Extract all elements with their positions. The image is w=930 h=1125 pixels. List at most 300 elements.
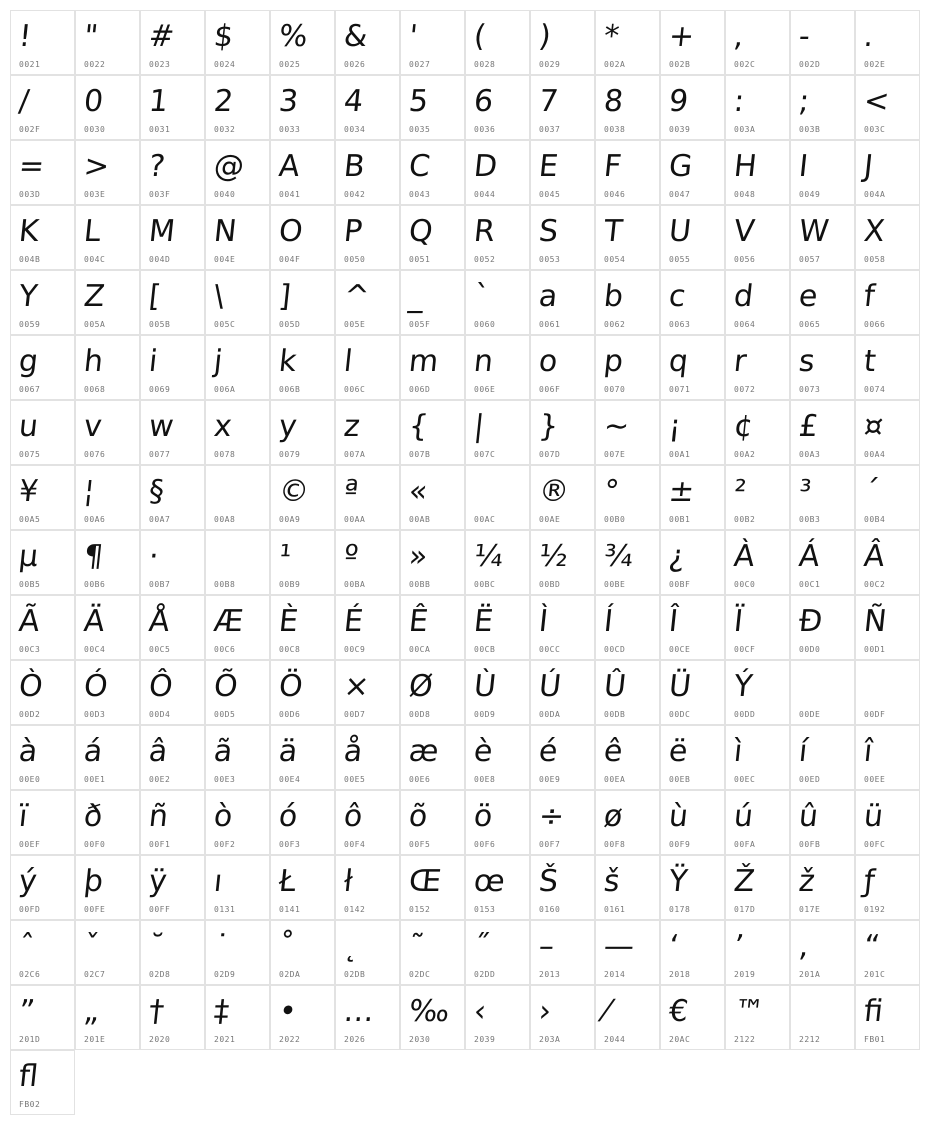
glyph-codepoint: 0044 — [474, 190, 496, 199]
glyph-codepoint: 0079 — [279, 450, 301, 459]
glyph-cell — [205, 660, 270, 725]
glyph-cell — [595, 140, 660, 205]
glyph-codepoint: 006D — [409, 385, 431, 394]
glyph-cell — [790, 400, 855, 465]
glyph-cell — [140, 985, 205, 1050]
glyph-char: » — [407, 539, 430, 574]
glyph-char: 2 — [212, 84, 235, 119]
glyph-char: ¼ — [472, 539, 505, 574]
glyph-cell — [595, 985, 660, 1050]
glyph-codepoint: 004F — [279, 255, 301, 264]
glyph-cell — [465, 985, 530, 1050]
glyph-codepoint: 20AC — [669, 1035, 691, 1044]
glyph-char: t — [862, 344, 878, 379]
glyph-cell — [530, 725, 595, 790]
glyph-cell — [270, 985, 335, 1050]
glyph-codepoint: 00BE — [604, 580, 626, 589]
glyph-char: œ — [472, 864, 507, 899]
glyph-cell — [335, 920, 400, 985]
glyph-cell — [465, 465, 530, 530]
glyph-char: Õ — [212, 669, 240, 704]
glyph-cell — [140, 530, 205, 595]
glyph-codepoint: 00BA — [344, 580, 366, 589]
glyph-cell — [10, 205, 75, 270]
glyph-char: í — [797, 734, 810, 769]
glyph-char: µ — [17, 539, 40, 574]
glyph-cell — [855, 335, 920, 400]
glyph-char: ﬂ — [17, 1059, 40, 1094]
glyph-codepoint: 00FF — [149, 905, 171, 914]
glyph-cell — [400, 660, 465, 725]
glyph-codepoint: 00B1 — [669, 515, 691, 524]
glyph-char: Ä — [82, 604, 107, 639]
glyph-codepoint: 0053 — [539, 255, 561, 264]
glyph-codepoint: 00F5 — [409, 840, 431, 849]
glyph-char: h — [82, 344, 105, 379]
glyph-cell — [465, 660, 530, 725]
glyph-cell — [530, 140, 595, 205]
glyph-codepoint: 0055 — [669, 255, 691, 264]
glyph-codepoint: 003F — [149, 190, 171, 199]
glyph-char: · — [147, 539, 161, 574]
glyph-codepoint: 02C6 — [19, 970, 41, 979]
glyph-cell — [660, 335, 725, 400]
glyph-char: ˝ — [472, 929, 491, 964]
glyph-cell — [790, 660, 855, 725]
glyph-char: ³ — [797, 474, 813, 509]
glyph-char: ' — [407, 19, 420, 54]
glyph-char: N — [212, 214, 239, 249]
glyph-char: £ — [797, 409, 820, 444]
glyph-cell — [790, 530, 855, 595]
glyph-cell — [270, 465, 335, 530]
glyph-char: © — [277, 474, 311, 509]
glyph-char: Ø — [407, 669, 435, 704]
glyph-cell — [205, 10, 270, 75]
glyph-char: a — [537, 279, 560, 314]
glyph-cell — [855, 530, 920, 595]
glyph-codepoint: 0041 — [279, 190, 301, 199]
glyph-cell — [400, 400, 465, 465]
glyph-char: Ã — [17, 604, 42, 639]
glyph-char: Ê — [407, 604, 430, 639]
glyph-char: x — [212, 409, 234, 444]
glyph-char: 7 — [537, 84, 560, 119]
glyph-cell — [595, 270, 660, 335]
glyph-cell — [660, 400, 725, 465]
glyph-cell — [530, 530, 595, 595]
glyph-cell — [270, 10, 335, 75]
glyph-cell — [790, 75, 855, 140]
glyph-cell — [205, 855, 270, 920]
glyph-codepoint: 0050 — [344, 255, 366, 264]
glyph-codepoint: 02DD — [474, 970, 496, 979]
glyph-codepoint: 0034 — [344, 125, 366, 134]
glyph-codepoint: 004C — [84, 255, 106, 264]
glyph-char: ° — [602, 474, 621, 509]
glyph-char: H — [732, 149, 759, 184]
glyph-codepoint: 02D9 — [214, 970, 236, 979]
glyph-char: Ó — [82, 669, 110, 704]
glyph-codepoint: 006E — [474, 385, 496, 394]
glyph-char: I — [797, 149, 810, 184]
glyph-codepoint: 2014 — [604, 970, 626, 979]
glyph-char: ¶ — [82, 539, 105, 574]
glyph-cell — [75, 725, 140, 790]
glyph-codepoint: 0069 — [149, 385, 171, 394]
glyph-char: ë — [667, 734, 690, 769]
glyph-cell — [335, 790, 400, 855]
glyph-cell — [530, 270, 595, 335]
glyph-cell — [530, 75, 595, 140]
glyph-char: × — [342, 669, 372, 704]
glyph-cell — [465, 270, 530, 335]
glyph-char: Ô — [147, 669, 175, 704]
glyph-codepoint: 2013 — [539, 970, 561, 979]
glyph-char: ± — [667, 474, 697, 509]
glyph-cell — [595, 205, 660, 270]
glyph-char: $ — [212, 19, 235, 54]
glyph-codepoint: 00DA — [539, 710, 561, 719]
glyph-cell — [335, 270, 400, 335]
glyph-char: w — [147, 409, 176, 444]
glyph-char: ò — [212, 799, 235, 834]
glyph-char: 0 — [82, 84, 105, 119]
glyph-char: 6 — [472, 84, 495, 119]
glyph-codepoint: 0021 — [19, 60, 41, 69]
glyph-codepoint: 00DB — [604, 710, 626, 719]
glyph-codepoint: 2030 — [409, 1035, 431, 1044]
glyph-char: ð — [82, 799, 105, 834]
glyph-codepoint: 00D9 — [474, 710, 496, 719]
glyph-char: : — [732, 84, 747, 119]
glyph-cell — [205, 205, 270, 270]
glyph-cell — [10, 725, 75, 790]
glyph-codepoint: 00CC — [539, 645, 561, 654]
glyph-codepoint: 0046 — [604, 190, 626, 199]
glyph-codepoint: 0153 — [474, 905, 496, 914]
glyph-char: ~ — [602, 409, 632, 444]
glyph-codepoint: 00C8 — [279, 645, 301, 654]
glyph-codepoint: 0064 — [734, 320, 756, 329]
glyph-char: ¢ — [732, 409, 755, 444]
glyph-cell — [725, 205, 790, 270]
glyph-codepoint: 00F6 — [474, 840, 496, 849]
glyph-cell — [10, 985, 75, 1050]
glyph-codepoint: 0024 — [214, 60, 236, 69]
glyph-codepoint: 00D1 — [864, 645, 886, 654]
glyph-char: V — [732, 214, 757, 249]
glyph-codepoint: 2018 — [669, 970, 691, 979]
glyph-cell — [855, 725, 920, 790]
glyph-codepoint: 0051 — [409, 255, 431, 264]
glyph-cell — [335, 595, 400, 660]
glyph-cell — [270, 205, 335, 270]
glyph-codepoint: 0026 — [344, 60, 366, 69]
glyph-cell — [335, 205, 400, 270]
glyph-char: … — [342, 994, 376, 1029]
glyph-codepoint: 004A — [864, 190, 886, 199]
glyph-cell — [660, 270, 725, 335]
glyph-char: Q — [407, 214, 435, 249]
glyph-codepoint: 004B — [19, 255, 41, 264]
glyph-char: ˙ — [212, 929, 231, 964]
glyph-char: ù — [667, 799, 690, 834]
glyph-char: 3 — [277, 84, 300, 119]
glyph-char: È — [277, 604, 300, 639]
glyph-codepoint: 004D — [149, 255, 171, 264]
glyph-codepoint: 0030 — [84, 125, 106, 134]
glyph-codepoint: 00EC — [734, 775, 756, 784]
glyph-codepoint: 002E — [864, 60, 886, 69]
glyph-char: Î — [667, 604, 680, 639]
glyph-codepoint: 0036 — [474, 125, 496, 134]
glyph-cell — [465, 595, 530, 660]
glyph-cell — [725, 595, 790, 660]
glyph-codepoint: 00A7 — [149, 515, 171, 524]
glyph-char: ì — [732, 734, 745, 769]
glyph-codepoint: 00A9 — [279, 515, 301, 524]
glyph-char: E — [537, 149, 560, 184]
glyph-char: B — [342, 149, 367, 184]
glyph-codepoint: 017E — [799, 905, 821, 914]
glyph-codepoint: 0178 — [669, 905, 691, 914]
glyph-char: š — [602, 864, 622, 899]
glyph-cell — [75, 270, 140, 335]
glyph-cell — [75, 140, 140, 205]
glyph-codepoint: 203A — [539, 1035, 561, 1044]
glyph-cell — [140, 725, 205, 790]
glyph-char: = — [17, 149, 47, 184]
glyph-codepoint: 00A1 — [669, 450, 691, 459]
glyph-cell — [855, 205, 920, 270]
glyph-codepoint: 005E — [344, 320, 366, 329]
glyph-codepoint: 2019 — [734, 970, 756, 979]
glyph-codepoint: 00DE — [799, 710, 821, 719]
glyph-char: } — [537, 409, 560, 444]
glyph-char: > — [82, 149, 112, 184]
glyph-char: á — [82, 734, 105, 769]
glyph-char: ‚ — [797, 929, 811, 964]
glyph-char: – — [537, 929, 556, 964]
glyph-char: è — [472, 734, 495, 769]
glyph-char: 8 — [602, 84, 625, 119]
glyph-cell — [790, 270, 855, 335]
glyph-cell — [725, 920, 790, 985]
glyph-codepoint: 00ED — [799, 775, 821, 784]
glyph-codepoint: 00F4 — [344, 840, 366, 849]
glyph-codepoint: 003C — [864, 125, 886, 134]
glyph-cell — [400, 985, 465, 1050]
glyph-codepoint: 00BD — [539, 580, 561, 589]
glyph-cell — [660, 855, 725, 920]
glyph-codepoint: 00E9 — [539, 775, 561, 784]
glyph-cell — [595, 920, 660, 985]
glyph-codepoint: 201D — [19, 1035, 41, 1044]
glyph-char: F — [602, 149, 624, 184]
glyph-cell — [530, 855, 595, 920]
glyph-char: ® — [537, 474, 571, 509]
glyph-char: " — [82, 19, 100, 54]
glyph-cell — [530, 790, 595, 855]
glyph-cell — [400, 75, 465, 140]
glyph-codepoint: 00C0 — [734, 580, 756, 589]
glyph-char: k — [277, 344, 299, 379]
glyph-cell — [335, 530, 400, 595]
glyph-char: ) — [537, 19, 553, 54]
glyph-char: ˘ — [147, 929, 166, 964]
glyph-codepoint: 007A — [344, 450, 366, 459]
glyph-char: Ö — [277, 669, 305, 704]
glyph-codepoint: 002A — [604, 60, 626, 69]
glyph-char: ? — [147, 149, 167, 184]
glyph-cell — [465, 140, 530, 205]
glyph-cell — [595, 725, 660, 790]
glyph-cell — [205, 140, 270, 205]
glyph-codepoint: 00E2 — [149, 775, 171, 784]
glyph-codepoint: 00D7 — [344, 710, 366, 719]
glyph-cell — [725, 725, 790, 790]
glyph-cell — [140, 660, 205, 725]
glyph-cell — [465, 205, 530, 270]
glyph-char: ; — [797, 84, 812, 119]
glyph-char: e — [797, 279, 820, 314]
glyph-codepoint: 00EF — [19, 840, 41, 849]
glyph-codepoint: 002D — [799, 60, 821, 69]
glyph-char: R — [472, 214, 497, 249]
glyph-codepoint: 00B8 — [214, 580, 236, 589]
glyph-cell — [10, 400, 75, 465]
glyph-char: Ý — [732, 669, 755, 704]
glyph-codepoint: 00B9 — [279, 580, 301, 589]
glyph-cell — [660, 985, 725, 1050]
glyph-char: ™ — [732, 994, 766, 1029]
glyph-codepoint: 0059 — [19, 320, 41, 329]
glyph-char: z — [342, 409, 362, 444]
glyph-char: d — [732, 279, 755, 314]
glyph-codepoint: 00AB — [409, 515, 431, 524]
glyph-cell — [75, 465, 140, 530]
glyph-codepoint: 0078 — [214, 450, 236, 459]
glyph-char: T — [602, 214, 625, 249]
glyph-cell — [790, 855, 855, 920]
glyph-char: Ñ — [862, 604, 889, 639]
glyph-cell — [270, 140, 335, 205]
glyph-codepoint: 0073 — [799, 385, 821, 394]
glyph-cell — [660, 530, 725, 595]
glyph-char: o — [537, 344, 560, 379]
glyph-char: ƒ — [862, 864, 877, 899]
glyph-codepoint: 0028 — [474, 60, 496, 69]
glyph-codepoint: 0058 — [864, 255, 886, 264]
glyph-char: U — [667, 214, 693, 249]
glyph-char: Ð — [797, 604, 825, 639]
glyph-char: u — [17, 409, 40, 444]
glyph-codepoint: 2026 — [344, 1035, 366, 1044]
glyph-cell — [75, 660, 140, 725]
glyph-char: q — [667, 344, 690, 379]
glyph-char: / — [17, 84, 32, 119]
glyph-codepoint: 00A2 — [734, 450, 756, 459]
glyph-codepoint: 0037 — [539, 125, 561, 134]
glyph-cell — [10, 270, 75, 335]
glyph-codepoint: 00BF — [669, 580, 691, 589]
glyph-cell — [530, 595, 595, 660]
glyph-cell — [10, 140, 75, 205]
glyph-cell — [205, 530, 270, 595]
glyph-char: j — [212, 344, 225, 379]
glyph-char: ⁄ — [602, 994, 611, 1029]
glyph-codepoint: 0071 — [669, 385, 691, 394]
glyph-char: › — [537, 994, 553, 1029]
glyph-cell — [140, 465, 205, 530]
glyph-char: ª — [342, 474, 361, 509]
glyph-cell — [660, 660, 725, 725]
glyph-codepoint: 00D2 — [19, 710, 41, 719]
glyph-cell — [140, 270, 205, 335]
glyph-codepoint: 00E1 — [84, 775, 106, 784]
glyph-char: G — [667, 149, 695, 184]
glyph-cell — [465, 855, 530, 920]
glyph-char: Ì — [537, 604, 550, 639]
glyph-codepoint: 00F2 — [214, 840, 236, 849]
glyph-cell — [790, 595, 855, 660]
glyph-cell — [855, 985, 920, 1050]
glyph-codepoint: 00BB — [409, 580, 431, 589]
glyph-codepoint: 00CA — [409, 645, 431, 654]
glyph-char: ˜ — [407, 929, 426, 964]
glyph-grid — [10, 10, 920, 1115]
glyph-cell — [660, 465, 725, 530]
glyph-codepoint: 00E4 — [279, 775, 301, 784]
glyph-cell — [595, 465, 660, 530]
glyph-char: , — [732, 19, 746, 54]
glyph-char: + — [667, 19, 697, 54]
glyph-codepoint: 0065 — [799, 320, 821, 329]
glyph-codepoint: 00CF — [734, 645, 756, 654]
glyph-char: „ — [82, 994, 102, 1029]
glyph-cell — [790, 920, 855, 985]
glyph-char: . — [862, 19, 876, 54]
glyph-codepoint: 0061 — [539, 320, 561, 329]
glyph-cell — [10, 920, 75, 985]
glyph-codepoint: 006F — [539, 385, 561, 394]
glyph-cell — [855, 855, 920, 920]
glyph-cell — [75, 790, 140, 855]
glyph-char: ’ — [732, 929, 746, 964]
glyph-codepoint: 007D — [539, 450, 561, 459]
glyph-cell — [335, 465, 400, 530]
glyph-char: { — [407, 409, 430, 444]
glyph-codepoint: 0025 — [279, 60, 301, 69]
glyph-cell — [530, 920, 595, 985]
glyph-cell — [140, 595, 205, 660]
glyph-codepoint: 00B0 — [604, 515, 626, 524]
glyph-char: [ — [147, 279, 163, 314]
glyph-cell — [855, 920, 920, 985]
glyph-codepoint: 0054 — [604, 255, 626, 264]
glyph-cell — [660, 140, 725, 205]
glyph-codepoint: 00C4 — [84, 645, 106, 654]
glyph-cell — [270, 660, 335, 725]
glyph-cell — [75, 595, 140, 660]
glyph-char: K — [17, 214, 41, 249]
glyph-codepoint: 00F1 — [149, 840, 171, 849]
glyph-char: 1 — [147, 84, 170, 119]
glyph-char: ø — [602, 799, 625, 834]
glyph-char: À — [732, 539, 757, 574]
glyph-codepoint: 002C — [734, 60, 756, 69]
